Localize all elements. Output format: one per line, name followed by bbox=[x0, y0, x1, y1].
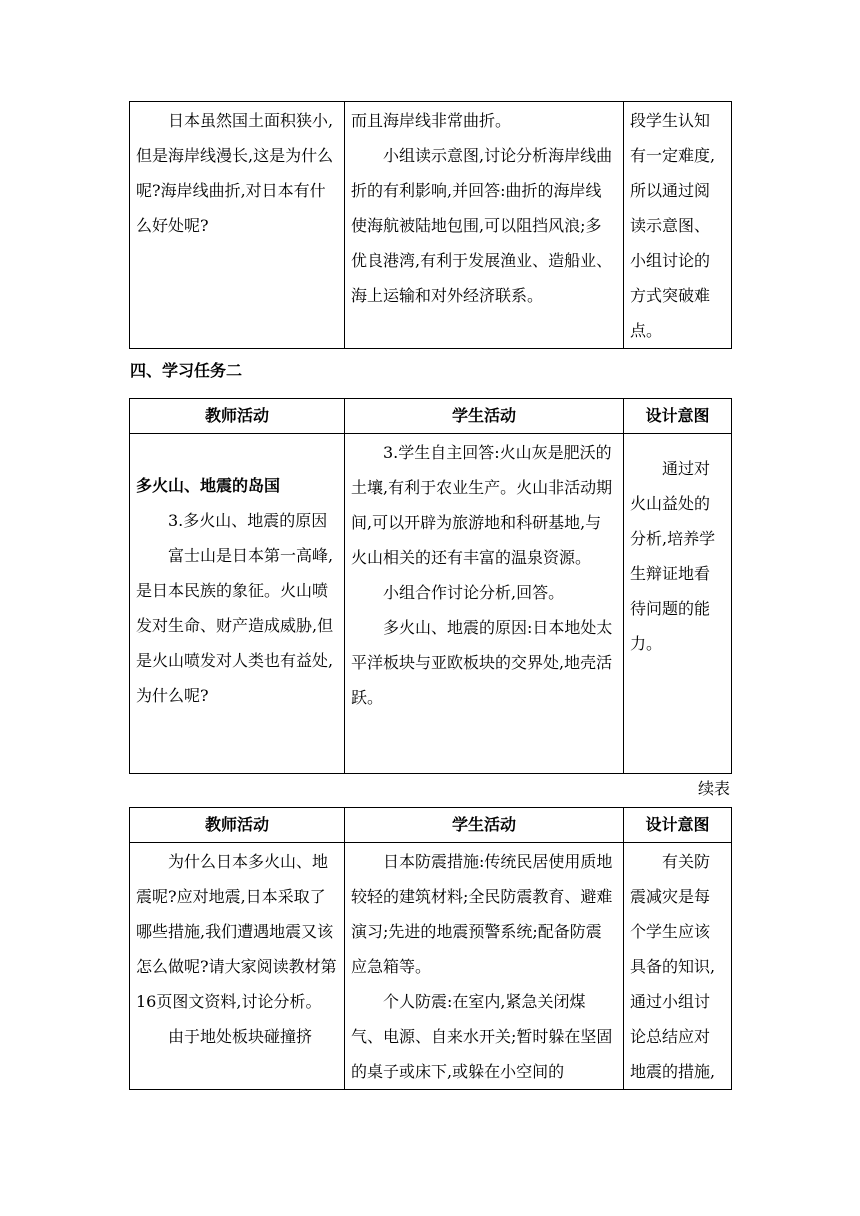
design-intent-text: 有关防震减灾是每个学生应该具备的知识,通过小组讨论总结应对地震的措施, bbox=[630, 852, 716, 1081]
student-activity-text: 日本防震措施:传统民居使用质地较轻的建筑材料;全民防震教育、避难演习;先进的地震预警系统;配备防震应急箱等。 bbox=[351, 852, 613, 976]
header-design-intent: 设计意图 bbox=[624, 399, 732, 434]
teacher-activity-text: 日本虽然国土面积狭小,但是海岸线漫长,这是为什么呢?海岸线曲折,对日本有什么好处呢? bbox=[136, 111, 334, 235]
table-task-two bbox=[129, 398, 732, 774]
design-intent-cell bbox=[624, 843, 732, 1090]
continued-table-label: 续表 bbox=[697, 779, 730, 798]
table-row bbox=[130, 102, 732, 349]
teacher-activity-cell bbox=[130, 434, 345, 774]
teacher-activity-text: 由于地处板块碰撞挤 bbox=[168, 1027, 313, 1046]
teacher-activity-cell bbox=[130, 843, 345, 1090]
teacher-activity-text: 为什么日本多火山、地震呢?应对地震,日本采取了哪些措施,我们遭遇地震又该怎么做呢?请大家阅读教材第16页图文资料,讨论分析。 bbox=[136, 852, 337, 1011]
student-activity-text: 而且海岸线非常曲折。 bbox=[351, 111, 512, 130]
table-row bbox=[130, 434, 732, 774]
student-activity-cell bbox=[345, 102, 624, 349]
header-teacher-activity: 教师活动 bbox=[130, 399, 345, 434]
student-activity-text: 个人防震:在室内,紧急关闭煤气、电源、自来水开关;暂时躲在坚固的桌子或床下,或躲在小空间的 bbox=[351, 992, 613, 1081]
table-task-two-continued bbox=[129, 807, 732, 1090]
table-task-one-continued bbox=[129, 101, 732, 349]
header-student-activity: 学生活动 bbox=[345, 808, 624, 843]
student-activity-cell bbox=[345, 434, 624, 774]
student-activity-cell bbox=[345, 843, 624, 1090]
teacher-activity-text: 3.多火山、地震的原因 bbox=[168, 511, 328, 530]
table-header-row bbox=[130, 808, 732, 843]
header-teacher-activity: 教师活动 bbox=[130, 808, 345, 843]
student-activity-text: 小组读示意图,讨论分析海岸线曲折的有利影响,并回答:曲折的海岸线使海航被陆地包围,可以阻挡风浪;多优良港湾,有利于发展渔业、造船业、海上运输和对外经济联系。 bbox=[351, 146, 613, 305]
design-intent-cell bbox=[624, 102, 732, 349]
header-design-intent: 设计意图 bbox=[624, 808, 732, 843]
student-activity-text: 多火山、地震的原因:日本地处太平洋板块与亚欧板块的交界处,地壳活跃。 bbox=[351, 618, 613, 707]
table-header-row bbox=[130, 399, 732, 434]
section-heading: 四、学习任务二 bbox=[130, 361, 243, 380]
design-intent-cell bbox=[624, 434, 732, 774]
student-activity-text: 3.学生自主回答:火山灰是肥沃的土壤,有利于农业生产。火山非活动期间,可以开辟为旅游地和科研基地,与火山相关的还有丰富的温泉资源。 bbox=[351, 443, 613, 567]
teacher-activity-cell bbox=[130, 102, 345, 349]
header-student-activity: 学生活动 bbox=[345, 399, 624, 434]
design-intent-text: 通过对火山益处的分析,培养学生辩证地看待问题的能力。 bbox=[630, 459, 716, 653]
teacher-topic-title: 多火山、地震的岛国 bbox=[136, 476, 281, 495]
design-intent-text: 段学生认知有一定难度,所以通过阅读示意图、小组讨论的方式突破难点。 bbox=[630, 111, 716, 340]
teacher-activity-text: 富士山是日本第一高峰,是日本民族的象征。火山喷发对生命、财产造成威胁,但是火山喷发对人类也有益处,为什么呢? bbox=[136, 546, 334, 705]
table-row bbox=[130, 843, 732, 1090]
student-activity-text: 小组合作讨论分析,回答。 bbox=[383, 583, 565, 602]
